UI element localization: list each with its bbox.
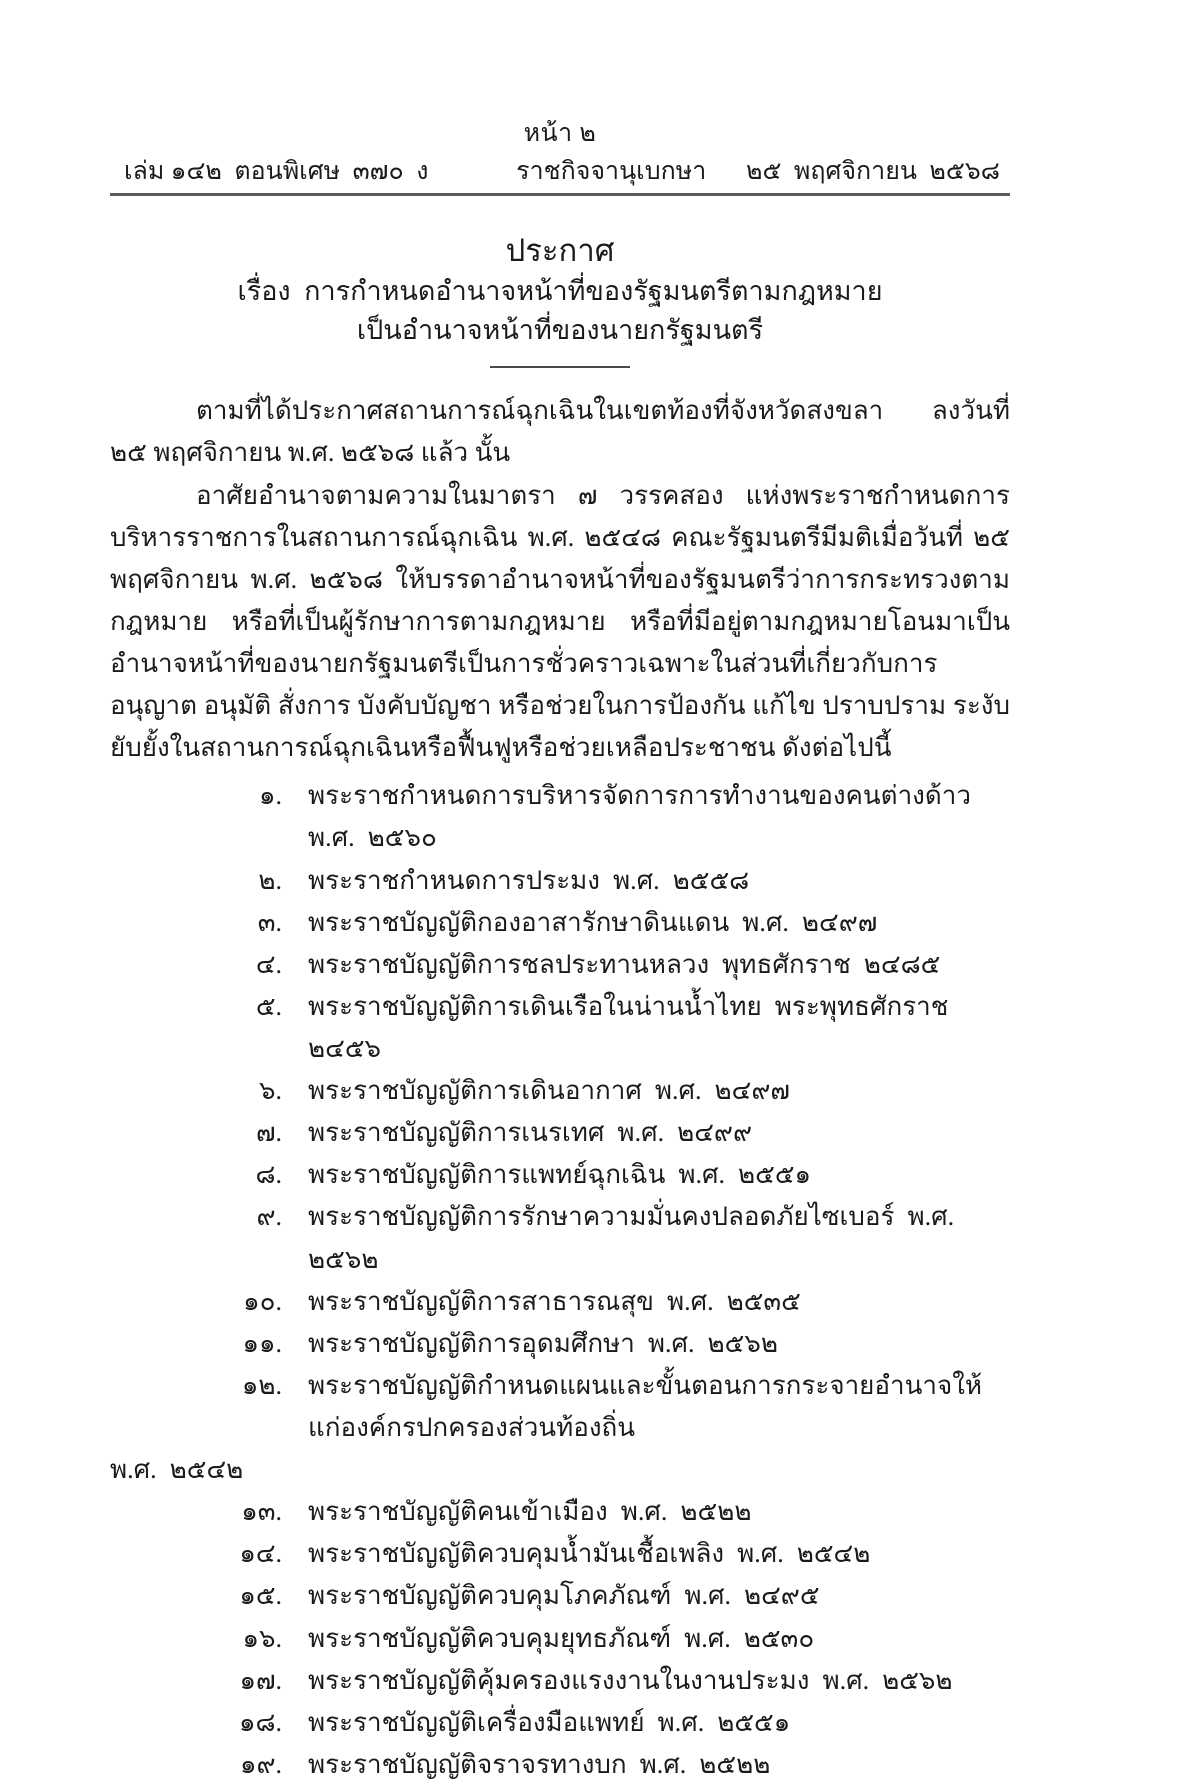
law-list-item [110,1533,1010,1575]
law-item-title: พระราชบัญญัติการเดินอากาศ พ.ศ. ๒๔๙๗ [308,1076,790,1106]
paragraph-1-text: ตามที่ได้ประกาศสถานการณ์ฉุกเฉินในเขตท้องที่จังหวัดสงขลา ลงวันที่ ๒๕ พฤศจิกายน พ.ศ. ๒๕๖๘ แล้ว นั้น [110,396,1010,468]
volume-issue-label: เล่ม ๑๔๒ ตอนพิเศษ ๓๗๐ ง [124,158,429,186]
law-item-number: ๑๘. [238,1707,282,1737]
law-list-item [110,1365,1010,1449]
paragraph-1 [110,390,1010,474]
law-item-title: พระราชบัญญัติการแพทย์ฉุกเฉิน พ.ศ. ๒๕๕๑ [308,1160,812,1190]
law-list-item [110,1070,1010,1112]
law-item-number: ๒. [258,865,282,895]
law-item-number: ๑๑. [242,1328,282,1358]
law-item-number: ๑๒. [241,1370,282,1400]
document-subject-line-1: เรื่อง การกำหนดอำนาจหน้าที่ของรัฐมนตรีตามกฎหมาย [237,276,883,307]
law-item-number: ๑๕. [239,1581,282,1611]
publication-name: ราชกิจจานุเบกษา [516,158,707,186]
law-item-number: ๑๙. [239,1749,282,1779]
law-list-item [110,1491,1010,1533]
law-list-item [110,944,1010,986]
law-item-number: ๘. [255,1160,282,1190]
document-subject-line-2: เป็นอำนาจหน้าที่ของนายกรัฐมนตรี [356,315,764,346]
law-item-number: ๑๖. [242,1623,282,1653]
law-list-item [110,1702,1010,1744]
law-item-title: พระราชบัญญัติการรักษาความมั่นคงปลอดภัยไซเบอร์ พ.ศ. ๒๕๖๒ [308,1202,968,1274]
law-item-number: ๓. [257,907,282,937]
law-item-number: ๙. [256,1202,282,1232]
law-item-number: ๑๐. [243,1286,282,1316]
law-list [110,775,1010,1786]
law-item-title: พระราชบัญญัติควบคุมโภคภัณฑ์ พ.ศ. ๒๔๙๕ [308,1581,820,1611]
body-text [110,390,1010,1786]
law-list-item [110,1196,1010,1280]
law-item-title: พระราชบัญญัติควบคุมน้ำมันเชื้อเพลิง พ.ศ. ๒๕๔๒ [308,1539,871,1569]
publication-date: ๒๕ พฤศจิกายน ๒๕๖๘ [745,158,1000,186]
law-list-item [110,1154,1010,1196]
page-number-label: หน้า ๒ [523,120,597,147]
law-list-item [110,1744,1010,1786]
law-item-title: พระราชบัญญัติกำหนดแผนและขั้นตอนการกระจายอำนาจให้แก่องค์กรปกครองส่วนท้องถิ่น [308,1370,983,1442]
law-item-number: ๖. [258,1076,282,1106]
law-list-item [110,1575,1010,1617]
law-item-number: ๑. [258,781,282,811]
document-title: ประกาศ [505,233,615,269]
law-item-title: พระราชกำหนดการบริหารจัดการการทำงานของคนต่างด้าว พ.ศ. ๒๕๖๐ [308,781,984,853]
page-content [110,0,1010,1786]
law-item-number: ๑๗. [239,1665,282,1695]
law-list-item [110,1618,1010,1660]
law-item-title: พระราชบัญญัติคนเข้าเมือง พ.ศ. ๒๕๒๒ [308,1497,752,1527]
law-list-item [110,986,1010,1070]
law-list-item [110,1323,1010,1365]
law-item-title: พระราชบัญญัติการอุดมศึกษา พ.ศ. ๒๕๖๒ [308,1328,779,1358]
law-item-title: พระราชบัญญัติกองอาสารักษาดินแดน พ.ศ. ๒๔๙๗ [308,907,878,937]
law-item-continuation: พ.ศ. ๒๕๔๒ [110,1455,244,1485]
law-list-item [110,902,1010,944]
title-divider [490,366,630,368]
law-list-item [110,775,1010,859]
law-item-title: พระราชบัญญัติควบคุมยุทธภัณฑ์ พ.ศ. ๒๕๓๐ [308,1623,815,1653]
law-list-item [110,1660,1010,1702]
masthead [110,0,1010,196]
law-item-number: ๔. [255,949,282,979]
law-item-number: ๑๔. [239,1539,282,1569]
law-list-item [110,1281,1010,1323]
law-item-title: พระราชบัญญัติจราจรทางบก พ.ศ. ๒๕๒๒ [308,1749,771,1779]
paragraph-2-text: อาศัยอำนาจตามความในมาตรา ๗ วรรคสอง แห่งพระราชกำหนดการบริหารราชการในสถานการณ์ฉุกเฉิน พ.ศ. ๒๕๔๘ คณะรัฐมนตรีมีมติเมื่อวันที่ ๒๕ พฤศจิกายน พ.ศ. ๒๕๖๘ ให้บรรดาอำนาจหน้าที่ของรัฐมนตรีว่าการกระทรวงตามกฎหมาย หรือที่เป็นผู้รักษาการตามกฎหมาย หรือที่มีอยู่ตามกฎหมายโอนมาเป็นอำนาจหน้าที่ของนายกรัฐมนตรีเป็นการชั่วคราวเฉพาะในส่วนที่เกี่ยวกับการอนุญาต อนุมัติ สั่งการ บังคับบัญชา หรือช่วยในการป้องกัน แก้ไข ปราบปราม ระงับยับยั้งในสถานการณ์ฉุกเฉินหรือฟื้นฟูหรือช่วยเหลือประชาชน ดังต่อไปนี้ [110,480,1010,763]
law-item-title: พระราชกำหนดการประมง พ.ศ. ๒๕๕๘ [308,865,750,895]
paragraph-2 [110,475,1010,770]
title-block [110,230,1010,368]
law-item-number: ๑๓. [241,1497,282,1527]
masthead-divider [110,193,1010,196]
masthead-row [110,157,1010,187]
law-item-title: พระราชบัญญัติการเนรเทศ พ.ศ. ๒๔๙๙ [308,1118,752,1148]
law-item-title: พระราชบัญญัติการชลประทานหลวง พุทธศักราช ๒๔๘๕ [308,949,941,979]
law-item-title: พระราชบัญญัติการเดินเรือในน่านน้ำไทย พระพุทธศักราช ๒๔๕๖ [308,991,962,1064]
law-item-title: พระราชบัญญัติเครื่องมือแพทย์ พ.ศ. ๒๕๕๑ [308,1707,791,1737]
law-list-item [110,1112,1010,1154]
law-item-number: ๕. [255,991,282,1021]
law-item-number: ๗. [255,1118,282,1148]
law-item-title: พระราชบัญญัติการสาธารณสุข พ.ศ. ๒๕๓๕ [308,1286,801,1316]
law-list-item [110,860,1010,902]
law-item-title: พระราชบัญญัติคุ้มครองแรงงานในงานประมง พ.ศ. ๒๕๖๒ [308,1665,953,1695]
